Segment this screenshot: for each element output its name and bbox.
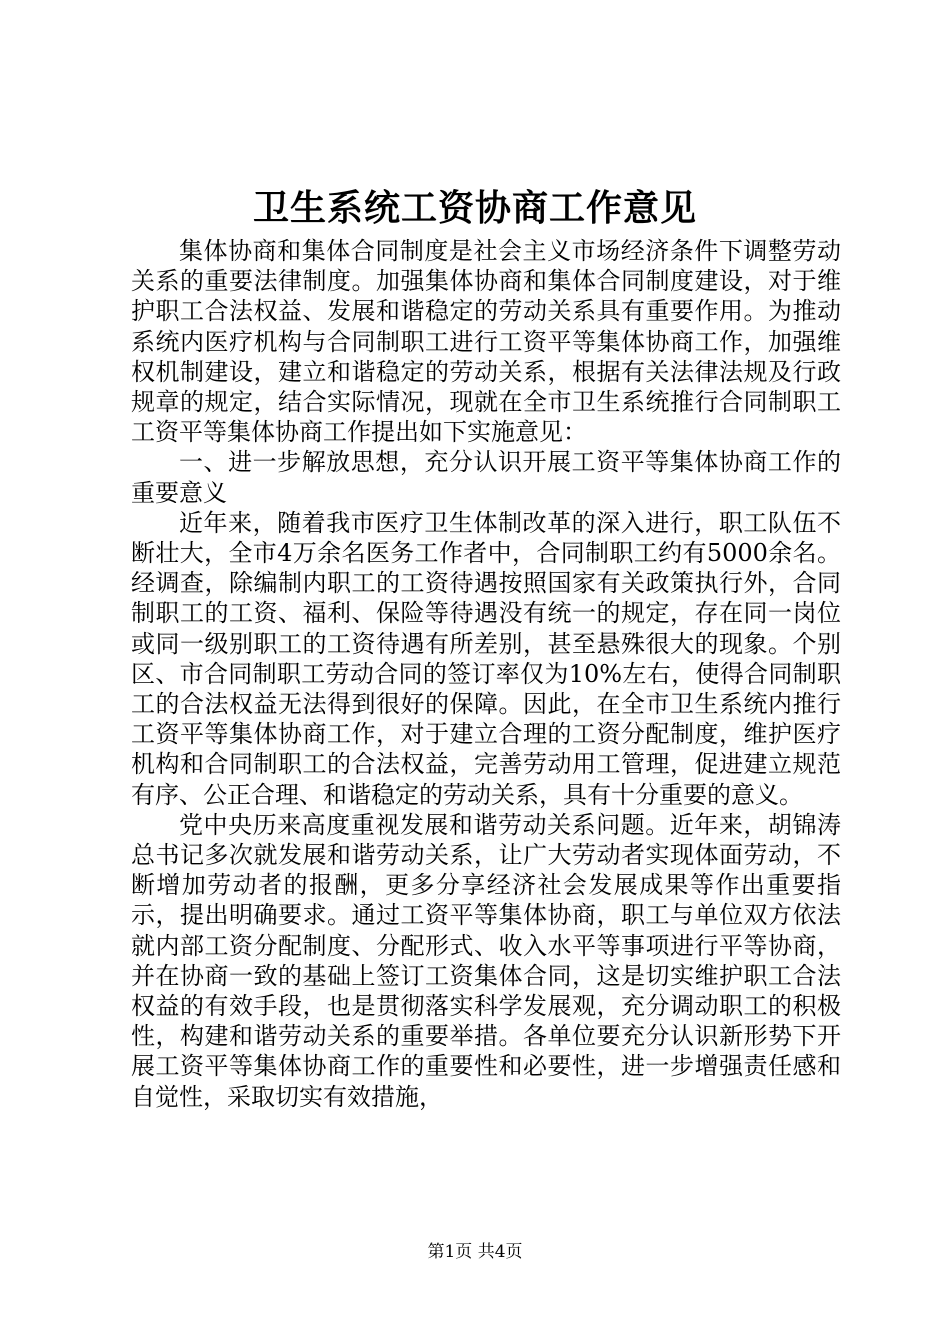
paragraph-intro: 集体协商和集体合同制度是社会主义市场经济条件下调整劳动关系的重要法律制度。加强集体协商和集体合同制度建设，对于维护职工合法权益、发展和谐稳定的劳动关系具有重要作用。为推动系统内医疗机构与合同制职工进行工资平等集体协商工作，加强维权机制建设，建立和谐稳定的劳动关系，根据有关法律法规及行政规章的规定，结合实际情况，现就在全市卫生系统推行合同制职工工资平等集体协商工作提出如下实施意见： (131, 237, 841, 447)
page-footer: 第1页 共4页 (427, 1242, 523, 1262)
paragraph-background: 近年来，随着我市医疗卫生体制改革的深入进行，职工队伍不断壮大，全市4万余名医务工作者中，合同制职工约有5000余名。经调查，除编制内职工的工资待遇按照国家有关政策执行外，合同制职工的工资、福利、保险等待遇没有统一的规定，存在同一岗位或同一级别职工的工资待遇有所差别，甚至悬殊很大的现象。个别区、市合同制职工劳动合同的签订率仅为10%左右，使得合同制职工的合法权益无法得到很好的保障。因此，在全市卫生系统内推行工资平等集体协商工作，对于建立合理的工资分配制度，维护医疗机构和合同制职工的合法权益，完善劳动用工管理，促进建立规范有序、公正合理、和谐稳定的劳动关系，具有十分重要的意义。 (131, 508, 841, 809)
section-heading-1: 一、进一步解放思想，充分认识开展工资平等集体协商工作的重要意义 (131, 448, 841, 507)
paragraph-policy: 党中央历来高度重视发展和谐劳动关系问题。近年来，胡锦涛总书记多次就发展和谐劳动关系，让广大劳动者实现体面劳动，不断增加劳动者的报酬，更多分享经济社会发展成果等作出重要指示，提出明确要求。通过工资平等集体协商，职工与单位双方依法就内部工资分配制度、分配形式、收入水平等事项进行平等协商，并在协商一致的基础上签订工资集体合同，这是切实维护职工合法权益的有效手段，也是贯彻落实科学发展观，充分调动职工的积极性，构建和谐劳动关系的重要举措。各单位要充分认识新形势下开展工资平等集体协商工作的重要性和必要性，进一步增强责任感和自觉性，采取切实有效措施， (131, 810, 841, 1111)
document-title: 卫生系统工资协商工作意见 (252, 187, 697, 229)
document-body (131, 236, 841, 1112)
